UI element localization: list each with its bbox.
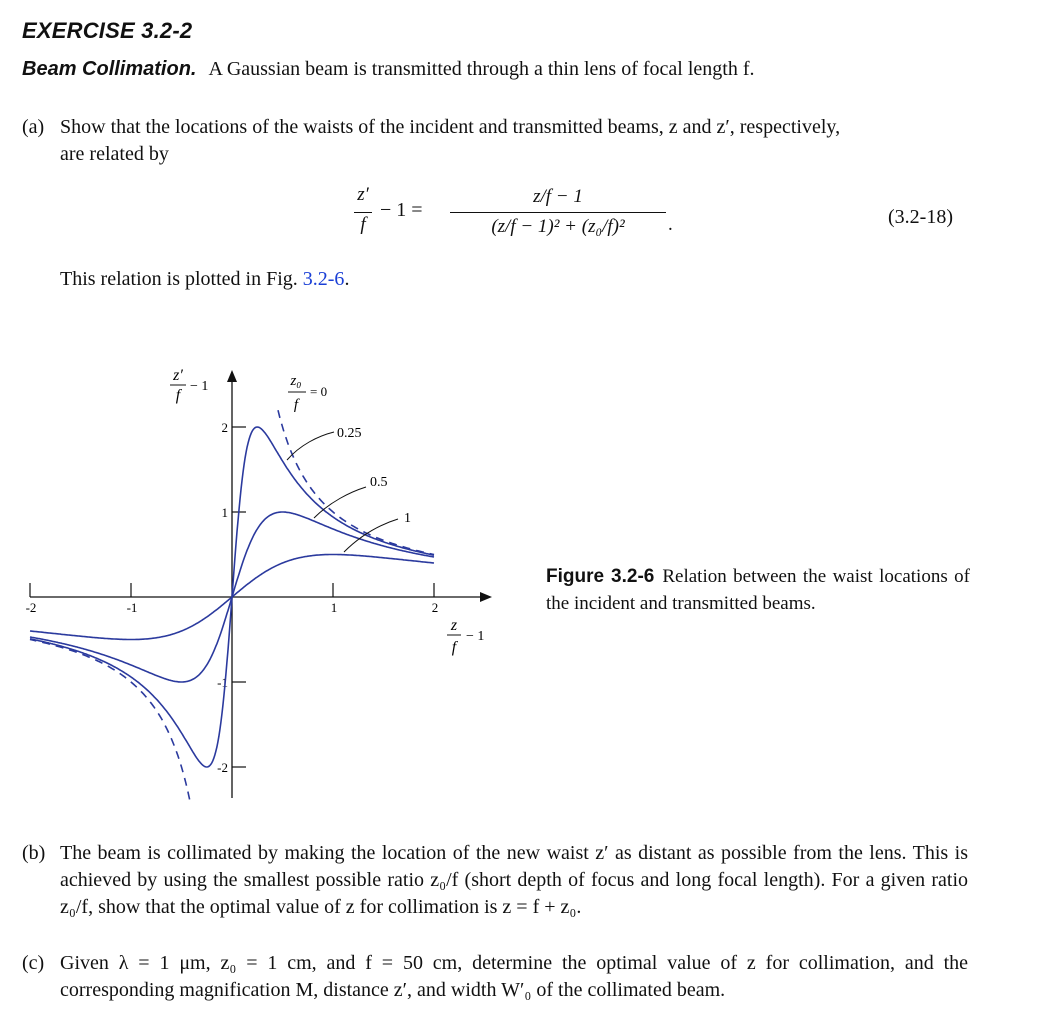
series-label-text: = 0 — [310, 384, 328, 399]
exercise-intro-text: A Gaussian beam is transmitted through a thin lens of focal length f. — [208, 58, 755, 80]
y-tick-label: 1 — [221, 505, 228, 520]
x-tick-label: 2 — [431, 600, 439, 615]
equation — [354, 184, 684, 250]
x-label-minus: − 1 — [466, 629, 485, 644]
y-tick-label: -2 — [217, 760, 228, 775]
x-axis-label — [447, 617, 484, 656]
x-tick-label: -2 — [25, 600, 37, 615]
part-c — [22, 950, 968, 1004]
series-label-z0-den: f — [293, 397, 299, 413]
series-label-z0-0 — [288, 373, 327, 413]
y-tick-label: -1 — [217, 675, 228, 690]
part-b-text: The beam is collimated by making the location of the new waist z′ as distant as possible from the lens. This is achieved by using the smallest possible ratio z₀/f (short depth of focus and long focal length). For a given ratio z₀/f, show that the optimal value of z for collimation is z = f + z₀. — [60, 842, 968, 918]
x-tick-label: -1 — [126, 600, 138, 615]
equation-number: (3.2-18) — [888, 206, 953, 228]
exercise-intro — [22, 58, 754, 81]
eq-lhs-numerator: z′ — [357, 184, 369, 205]
y-axis-arrow — [227, 370, 237, 382]
part-c-text: Given λ = 1 μm, z₀ = 1 cm, and f = 50 cm, determine the optimal value of z for collimation, and the corresponding magnification M, distance z′, and width W′₀ of the collimated beam. — [60, 952, 968, 1001]
part-c-label: (c) — [22, 952, 45, 974]
exercise-title: EXERCISE 3.2-2 — [22, 18, 193, 43]
relation-note — [60, 266, 349, 293]
x-tick-label: 1 — [330, 600, 338, 615]
eq-rhs-denominator: (z/f − 1)² + (z₀/f)² — [491, 216, 625, 237]
eq-minus-one: − 1 = — [380, 199, 423, 221]
y-label-minus: − 1 — [190, 379, 209, 394]
part-a-label: (a) — [22, 116, 45, 138]
y-label-num: z′ — [173, 367, 183, 384]
eq-lhs-fraction-bar — [354, 212, 372, 213]
relation-note-pre: This relation is plotted in Fig. — [60, 268, 303, 290]
part-b — [22, 840, 968, 921]
figure-caption-label: Figure 3.2-6 — [546, 566, 655, 587]
exercise-heading: Beam Collimation. — [22, 58, 197, 80]
leader-line-0-25 — [287, 432, 334, 460]
eq-rhs-numerator: z/f − 1 — [533, 186, 583, 207]
figure-link[interactable]: 3.2-6 — [302, 268, 345, 290]
relation-note-post: . — [344, 268, 350, 290]
series-label-1: 1 — [404, 511, 411, 526]
x-label-den: f — [451, 639, 457, 656]
series-curve-z0-0 — [30, 640, 190, 800]
figure-caption-text: Relation between the waist locations of the incident and transmitted beams. — [546, 566, 970, 614]
y-axis-label — [170, 367, 208, 404]
eq-lhs-denominator: f — [360, 214, 366, 235]
eq-end: . — [668, 214, 673, 235]
part-b-label: (b) — [22, 842, 46, 864]
series-label-0-5: 0.5 — [370, 475, 388, 490]
x-axis-arrow — [480, 592, 492, 602]
part-a-line1: Show that the locations of the waists of the incident and transmitted beams, z and z′, respectively, — [60, 116, 841, 138]
series-label-z0-num: z₀ — [290, 373, 302, 389]
x-label-num: z — [450, 617, 458, 634]
y-label-den: f — [175, 387, 181, 404]
figure-caption — [546, 563, 970, 617]
eq-rhs-fraction-bar — [450, 212, 666, 213]
series-label-0-25: 0.25 — [337, 426, 362, 441]
part-a-line2: are related by — [60, 143, 169, 165]
part-a — [22, 114, 968, 168]
y-tick-label: 2 — [221, 420, 228, 435]
figure-chart — [0, 350, 540, 810]
